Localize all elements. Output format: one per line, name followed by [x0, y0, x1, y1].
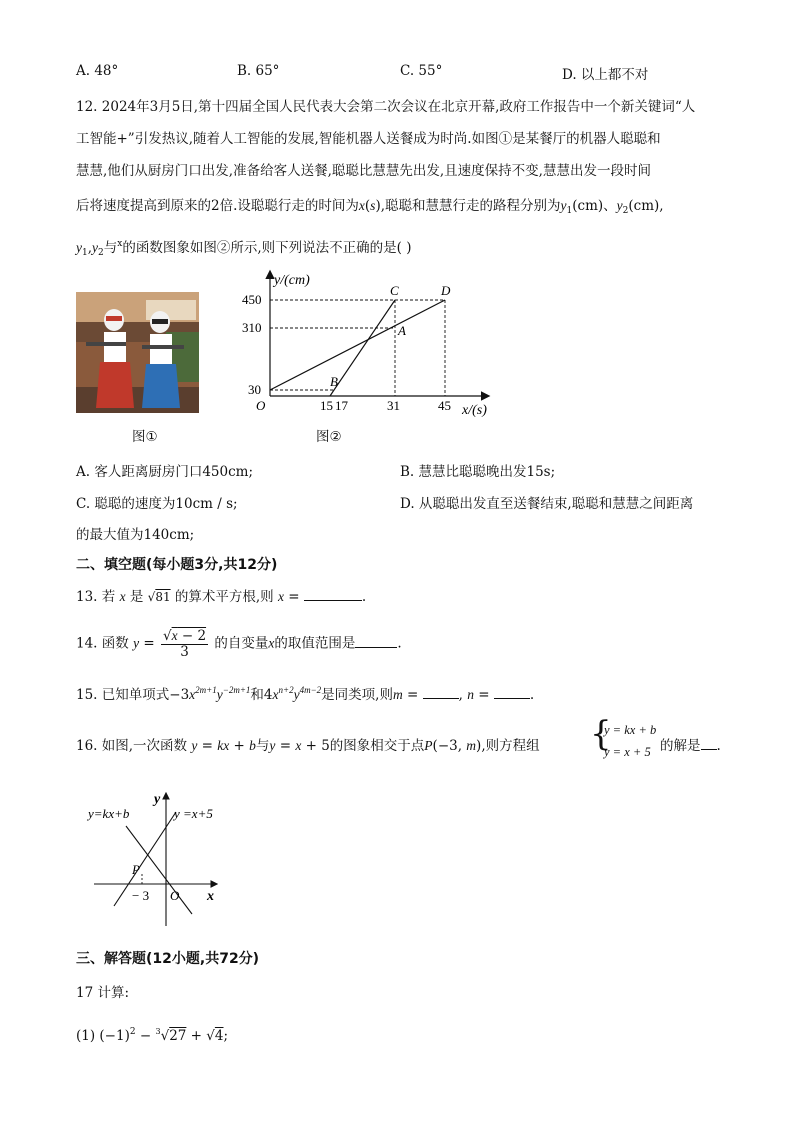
y1-line — [270, 300, 445, 390]
q16: 16. 如图,一次函数 y = kx + b与y = x + 5的图象相交于点P(−3, m),则方程组 — [76, 738, 540, 754]
q11-option-a: A. 48° — [76, 63, 119, 79]
q12-option-d: D. 从聪聪出发直至送餐结束,聪聪和慧慧之间距离 — [400, 496, 694, 512]
q16-label-kxb: y=kx+b — [88, 806, 130, 821]
section-2-heading: 二、填空题(每小题3分,共12分) — [76, 557, 278, 573]
q17-part-1: (1) $(-1)^2 - ^3√27 + √4$; — [76, 1027, 229, 1044]
origin-label: O — [256, 398, 266, 413]
y-tick-30: 30 — [248, 382, 261, 397]
q16-label-x5: y =x+5 — [174, 806, 213, 821]
q16-blank[interactable] — [701, 737, 717, 750]
x-tick-31: 31 — [387, 398, 400, 413]
q12-option-c: C. 聪聪的速度为10cm / s; — [76, 496, 238, 512]
q16-label-x: x — [207, 889, 214, 904]
point-d-label: D — [441, 283, 451, 298]
q14-blank[interactable] — [355, 635, 397, 648]
figure-1-caption: 图① — [132, 429, 158, 445]
q13: 13. 若 x 是 √81 的算术平方根,则 x = . — [76, 589, 367, 605]
q12-line-1: 12. 2024年3月5日,第十四届全国人民代表大会第二次会议在北京开幕,政府工作报告中一个新关键词“人 — [76, 99, 696, 115]
q16-tail: 的解是 . — [660, 738, 721, 754]
point-a-label: A — [398, 323, 406, 338]
distance-time-graph — [240, 268, 500, 420]
q16-label-y: y — [154, 792, 161, 807]
section-3-heading: 三、解答题(12小题,共72分) — [76, 951, 260, 967]
point-b-label: B — [330, 374, 338, 389]
y-tick-310: 310 — [242, 320, 262, 335]
x-tick-17: 17 — [335, 398, 348, 413]
y-tick-450: 450 — [242, 292, 262, 307]
q16-label-neg3: − 3 — [132, 888, 150, 903]
y-axis-label: y/(cm) — [274, 273, 310, 288]
robot-photo — [76, 292, 199, 413]
q13-blank[interactable] — [304, 588, 362, 601]
y2-line — [330, 300, 395, 396]
q12-line-2: 工智能+”引发热议,随着人工智能的发展,智能机器人送餐成为时尚.如图①是某餐厅的机器人聪聪和 — [76, 131, 661, 147]
q16-graph — [84, 788, 234, 928]
q14-fraction: $\frac{√x - 2}{3}$ — [162, 628, 207, 660]
q12-option-a: A. 客人距离厨房门口450cm; — [76, 464, 254, 480]
figure-2-caption: 图② — [316, 429, 342, 445]
q12-line-5: $y_1,y_2$与$^x$的函数图象如图②所示,则下列说法不正确的是( ) — [76, 239, 412, 258]
x-axis-label: x/(s) — [462, 403, 487, 418]
q15: 15. 已知单项式$-3x^{2m+1}y^{-2m+1}$和$4x^{n+2}y^{4m-2}$是同类项,则m = , n = . — [76, 685, 535, 703]
x-tick-45: 45 — [438, 398, 451, 413]
q16-label-p: P — [132, 862, 140, 877]
x-tick-15: 15 — [320, 398, 333, 413]
q15-blank-m[interactable] — [423, 686, 459, 699]
q11-option-b: B. 65° — [237, 63, 280, 79]
point-c-label: C — [390, 283, 399, 298]
q17-title: 17 计算: — [76, 985, 130, 1001]
q12-line-4: 后将速度提高到原来的2倍.设聪聪行走的时间为x(s),聪聪和慧慧行走的路程分别为$y_1(cm)$、$y_2(cm)$, — [76, 198, 664, 216]
q15-blank-n[interactable] — [494, 686, 530, 699]
q12-option-d-cont: 的最大值为140cm; — [76, 527, 195, 543]
q16-label-o: O — [170, 888, 180, 903]
q12-line-3: 慧慧,他们从厨房门口出发,准备给客人送餐,聪聪比慧慧先出发,且速度保持不变,慧慧出发一段时间 — [76, 163, 651, 179]
q12-option-b: B. 慧慧比聪聪晚出发15s; — [400, 464, 556, 480]
q11-option-d: D. 以上都不对 — [562, 67, 649, 83]
q14: 14. 函数 y = $\frac{√x - 2}{3}$ 的自变量x的取值范围是 . — [76, 628, 402, 660]
q11-option-c: C. 55° — [400, 63, 443, 79]
